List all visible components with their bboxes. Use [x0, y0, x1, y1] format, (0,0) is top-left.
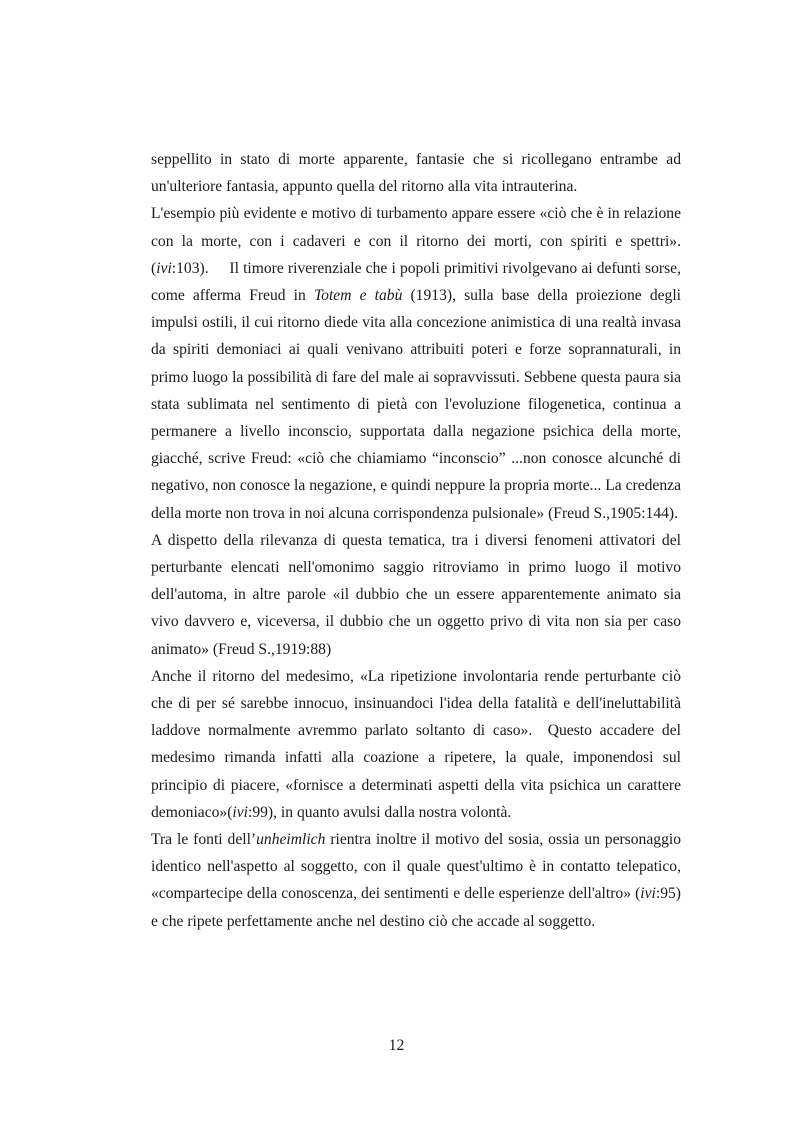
paragraph	[151, 663, 681, 826]
text-run: A dispetto della rilevanza di questa tematica, tra i diversi fenomeni attivatori del perturbante elencati nell'omonimo saggio ritroviamo in primo luogo il motivo dell'automa, in altre parole «il dubbio che un essere apparentemente animato sia vivo davvero e, viceversa, il dubbio che un oggetto privo di vita non sia per caso animato» (Freud S.,1919:88)	[151, 531, 681, 658]
italic-run: ivi	[156, 259, 172, 277]
paragraph	[151, 146, 681, 200]
text-run: (1913), sulla base della proiezione degli impulsi ostili, il cui ritorno diede vita alla concezione animistica di una realtà invasa da spiriti demoniaci ai quali venivano attribuiti poteri e forze soprannaturali, in primo luogo la possibilità di fare del male ai sopravvissuti. Sebbene questa paura sia stata sublimata nel sentimento di pietà con l'evoluzione filogenetica, continua a permanere a livello inconscio, supportata dalla negazione psichica della morte, giacché, scrive Freud: «ciò che chiamiamo “inconscio” ...non conosce alcunché di negativo, non conosce la negazione, e quindi neppure la propria morte... La credenza della morte non trova in noi alcuna corrispondenza pulsionale» (Freud S.,1905:144).	[151, 287, 681, 522]
text-run: :99), in quanto avulsi dalla nostra volontà.	[248, 803, 512, 821]
text-run: Anche il ritorno del medesimo, «La ripetizione involontaria rende perturbante ciò che di per sé sarebbe innocuo, insinuandoci l'idea della fatalità e dell'ineluttabilità laddove normalmente avremmo parlato soltanto di caso». Questo accadere del medesimo rimanda infatti alla coazione a ripetere, la quale, imponendosi sul principio di piacere, «fornisce a determinati aspetti della vita psichica un carattere demoniaco»(	[151, 667, 681, 821]
italic-run: unheimlich	[256, 831, 326, 849]
paragraph	[151, 826, 681, 935]
paragraph	[151, 527, 681, 663]
text-run: L'esempio più evidente e motivo di turbamento appare essere «ciò che è in relazione con la morte, con i cadaveri e con il ritorno dei morti, con spiriti e spettri».(	[151, 205, 681, 277]
text-run: seppellito in stato di morte apparente, fantasie che si ricollegano entrambe ad un'ulteriore fantasia, appunto quella del ritorno alla vita intrauterina.	[151, 151, 681, 196]
text-run: Tra le fonti dell’	[151, 831, 257, 849]
page-number: 12	[388, 1037, 405, 1054]
paragraph	[151, 200, 681, 526]
text-run: rientra inoltre il motivo del sosia, ossia un personaggio identico nell'aspetto al soggetto, con il quale quest'ultimo è in contatto telepatico, «compartecipe della conoscenza, dei sentimenti e delle esperienze dell'altro» (	[151, 831, 681, 903]
body-text	[151, 146, 681, 935]
italic-run: ivi	[640, 885, 656, 903]
text-run: :95) e che ripete perfettamente anche nel destino ciò che accade al soggetto.	[151, 885, 681, 930]
text-run: :103). Il timore riverenziale che i popoli primitivi rivolgevano ai defunti sorse, come afferma Freud in	[151, 259, 681, 305]
italic-run: ivi	[232, 803, 248, 821]
book-title: Totem e tabù	[313, 287, 403, 305]
